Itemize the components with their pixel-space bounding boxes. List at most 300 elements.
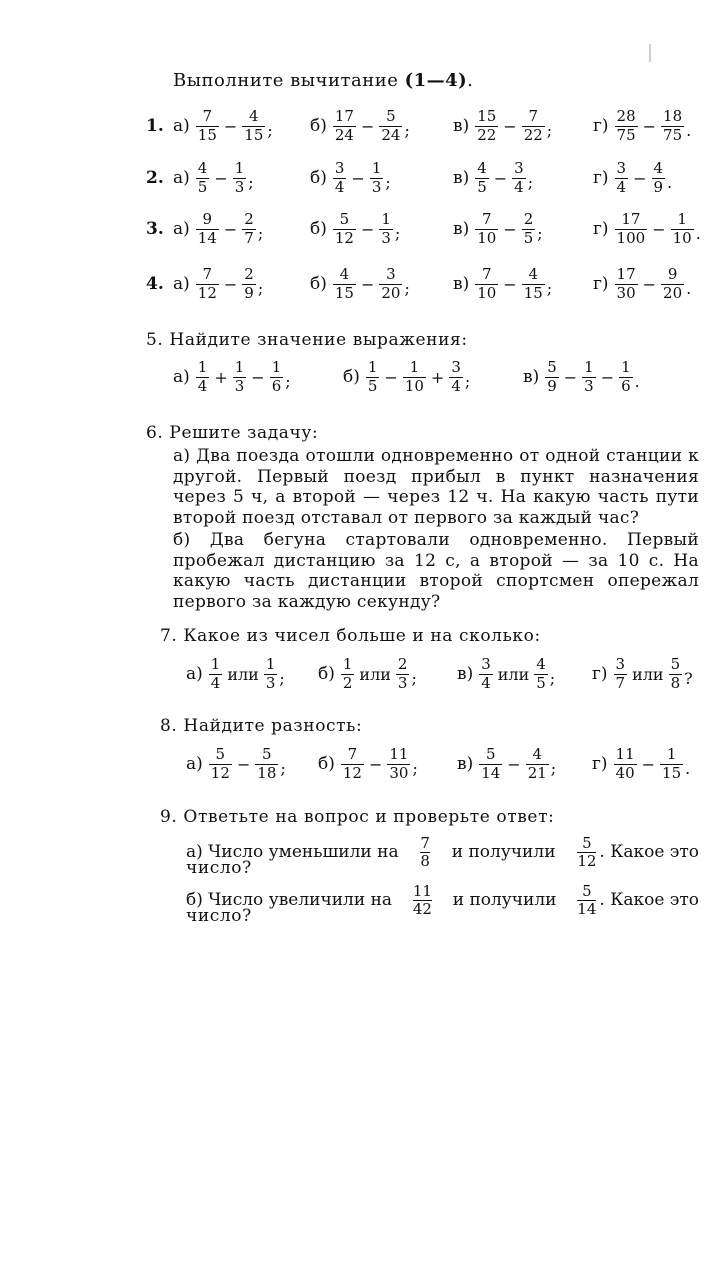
operator: − (600, 367, 615, 387)
problem-number: 1. (146, 116, 164, 136)
task6-part-b: б) Два бегуна стартовали одновременно. Первый пробежал дистанцию за 12 с, а второй — за 10 с. На какую часть дистанции второй спортсмен опережал первого за каждую секунду? (173, 530, 699, 612)
item-label: б) (318, 754, 335, 774)
problem-row (0, 262, 720, 306)
punctuation: ; (550, 759, 557, 778)
scroll-indicator[interactable] (649, 44, 651, 62)
denominator: 42 (412, 899, 432, 918)
item-label: в) (453, 274, 470, 294)
fraction (379, 211, 393, 247)
numerator: 11 (412, 882, 432, 900)
item-label: г) (593, 219, 609, 239)
denominator: 18 (257, 763, 277, 782)
problem-number: 3. (146, 219, 164, 239)
fraction (396, 656, 410, 692)
question-text: и получили (451, 842, 556, 862)
exercise-item (523, 355, 640, 399)
denominator: 3 (584, 376, 594, 395)
or-word: или (227, 664, 259, 684)
operator: − (503, 116, 517, 136)
operator: − (384, 367, 398, 387)
item-label: б) (310, 219, 327, 239)
item-label: а) (173, 367, 190, 387)
fraction (387, 746, 410, 782)
numerator: 1 (621, 358, 631, 377)
denominator: 6 (271, 376, 282, 395)
item-label: а) (173, 168, 190, 188)
operator: − (223, 274, 238, 294)
punctuation: ; (546, 279, 553, 298)
numerator: 4 (528, 265, 539, 284)
fraction (333, 211, 356, 247)
exercise-item (310, 156, 391, 200)
numerator: 5 (582, 834, 592, 852)
denominator: 5 (477, 177, 487, 196)
punctuation: ; (385, 173, 391, 192)
operator: − (351, 168, 365, 188)
denominator: 9 (547, 376, 557, 395)
numerator: 3 (451, 358, 461, 377)
punctuation: ; (549, 669, 556, 688)
denominator: 24 (381, 125, 401, 144)
denominator: 4 (210, 673, 221, 692)
fraction (341, 656, 355, 692)
numerator: 15 (477, 107, 497, 126)
punctuation: ; (527, 173, 534, 192)
fraction (577, 835, 596, 869)
numerator: 1 (677, 210, 687, 229)
question-text: б) Число увеличили на (186, 890, 393, 910)
item-label: г) (593, 274, 609, 294)
operator: − (223, 219, 238, 239)
numerator: 18 (663, 107, 683, 126)
exercise-item (173, 104, 273, 148)
exercise-item (318, 742, 418, 786)
item-label: г) (592, 754, 608, 774)
fraction (526, 746, 549, 782)
punctuation: ; (464, 372, 471, 391)
denominator: 10 (672, 228, 692, 247)
denominator: 4 (451, 376, 461, 395)
denominator: 7 (615, 673, 626, 692)
task9-question-b (186, 878, 699, 922)
exercise-item (318, 652, 417, 696)
fraction (196, 160, 210, 196)
fraction (669, 656, 683, 692)
item-label: а) (186, 754, 203, 774)
exercise-item (310, 207, 400, 251)
item-label: г) (593, 116, 609, 136)
fraction (615, 266, 638, 302)
operator: + (214, 367, 228, 387)
numerator: 5 (547, 358, 557, 377)
numerator: 5 (339, 210, 350, 229)
numerator: 7 (347, 745, 358, 764)
numerator: 3 (514, 159, 524, 178)
denominator: 4 (481, 673, 491, 692)
exercise-item (186, 652, 285, 696)
operator: − (642, 274, 657, 294)
fraction (577, 883, 596, 917)
numerator: 7 (481, 210, 492, 229)
question-text: а) Число уменьшили на (186, 842, 399, 862)
denominator: 14 (197, 228, 217, 247)
fraction (242, 266, 256, 302)
fraction (233, 160, 247, 196)
item-label: а) (173, 219, 190, 239)
numerator: 1 (409, 358, 420, 377)
fraction (522, 266, 545, 302)
task9-question-a (186, 830, 699, 874)
numerator: 4 (339, 265, 350, 284)
fraction (615, 211, 648, 247)
denominator: 21 (527, 763, 547, 782)
denominator: 100 (616, 228, 646, 247)
fraction (379, 266, 402, 302)
denominator: 15 (523, 283, 543, 302)
fraction (475, 211, 498, 247)
exercise-item (453, 104, 552, 148)
denominator: 22 (523, 125, 543, 144)
fraction (196, 266, 219, 302)
punctuation: ; (411, 669, 417, 688)
item-label: в) (457, 664, 474, 684)
numerator: 3 (481, 655, 491, 674)
denominator: 22 (477, 125, 497, 144)
denominator: 3 (397, 673, 408, 692)
denominator: 75 (616, 125, 636, 144)
question-text: . Какое это (599, 842, 699, 862)
punctuation: ; (394, 224, 401, 243)
fraction (652, 160, 666, 196)
numerator: 1 (342, 655, 353, 674)
numerator: 2 (523, 210, 534, 229)
numerator: 4 (532, 745, 543, 764)
exercise-item (310, 104, 410, 148)
punctuation: ; (537, 224, 543, 243)
denominator: 8 (670, 673, 681, 692)
fraction (209, 656, 223, 692)
fraction (479, 746, 502, 782)
fraction (233, 359, 247, 395)
numerator: 7 (481, 265, 492, 284)
item-label: в) (457, 754, 474, 774)
operator: − (503, 274, 517, 294)
operator: − (641, 754, 656, 774)
task7-title: 7. Какое из чисел больше и на сколько: (160, 626, 541, 646)
numerator: 5 (485, 745, 496, 764)
item-label: б) (318, 664, 335, 684)
question-text: . Какое это (599, 890, 699, 910)
page-heading: Выполните вычитание (1—4). (173, 70, 474, 91)
exercise-item (453, 262, 552, 306)
fraction (671, 211, 694, 247)
denominator: 14 (577, 899, 597, 918)
denominator: 5 (197, 177, 208, 196)
denominator: 3 (265, 673, 276, 692)
fraction (522, 211, 536, 247)
denominator: 5 (536, 673, 546, 692)
fraction (420, 835, 430, 869)
operator: − (360, 116, 375, 136)
denominator: 20 (663, 283, 683, 302)
denominator: 10 (404, 376, 424, 395)
numerator: 2 (244, 210, 254, 229)
fraction (196, 108, 219, 144)
operator: − (563, 367, 578, 387)
denominator: 4 (514, 177, 524, 196)
problem-row (0, 156, 720, 200)
fraction (545, 359, 559, 395)
numerator: 1 (234, 358, 245, 377)
problem-row (0, 207, 720, 251)
punctuation: ; (257, 279, 264, 298)
punctuation: ; (280, 759, 286, 778)
denominator: 20 (381, 283, 401, 302)
exercise-item (593, 104, 691, 148)
denominator: 6 (621, 376, 631, 395)
task6-part-a: а) Два поезда отошли одновременно от одной станции к другой. Первый поезд прибыл в пункт назначения через 5 ч, а второй — через 12 ч. На какую часть пути второй поезд отставал от первого за каждый час? (173, 446, 699, 528)
punctuation: . (686, 279, 692, 298)
fraction (522, 108, 545, 144)
item-label: в) (453, 116, 470, 136)
exercise-item (593, 262, 691, 306)
operator: − (368, 754, 383, 774)
item-label: б) (310, 116, 327, 136)
fraction (403, 359, 426, 395)
fraction (270, 359, 284, 395)
numerator: 4 (536, 655, 546, 674)
item-label: а) (173, 116, 190, 136)
exercise-item (453, 207, 543, 251)
question-text: и получили (452, 890, 557, 910)
item-label: б) (310, 168, 327, 188)
operator: − (493, 168, 508, 188)
fraction (534, 656, 548, 692)
numerator: 2 (397, 655, 408, 674)
fraction (379, 108, 402, 144)
denominator: 2 (342, 673, 353, 692)
fraction (619, 359, 633, 395)
numerator: 5 (262, 745, 272, 764)
fraction (366, 359, 380, 395)
operator: − (214, 168, 228, 188)
fraction (615, 160, 629, 196)
denominator: 12 (342, 763, 362, 782)
numerator: 4 (197, 159, 208, 178)
denominator: 15 (662, 763, 682, 782)
fraction (479, 656, 493, 692)
denominator: 12 (210, 763, 230, 782)
task5-title: 5. Найдите значение выражения: (146, 330, 468, 350)
punctuation: ; (546, 121, 553, 140)
punctuation: . (634, 372, 640, 391)
denominator: 3 (234, 177, 245, 196)
or-word: или (359, 664, 391, 684)
numerator: 7 (202, 265, 213, 284)
item-label: в) (523, 367, 540, 387)
task9-question-a-tail: число? (186, 858, 252, 878)
denominator: 4 (334, 177, 345, 196)
numerator: 3 (386, 265, 396, 284)
fraction (449, 359, 463, 395)
item-label: г) (593, 168, 609, 188)
operator: − (507, 754, 521, 774)
item-label: а) (173, 274, 190, 294)
exercise-item (457, 742, 556, 786)
operator: − (642, 116, 657, 136)
numerator: 5 (582, 882, 592, 900)
numerator: 1 (234, 159, 245, 178)
operator: − (236, 754, 251, 774)
fraction (661, 266, 684, 302)
punctuation: ; (267, 121, 273, 140)
denominator: 9 (653, 177, 664, 196)
denominator: 4 (197, 376, 208, 395)
task6-title: 6. Решите задачу: (146, 423, 319, 443)
numerator: 11 (389, 745, 409, 764)
numerator: 9 (667, 265, 678, 284)
answer-group (574, 835, 699, 869)
denominator: 15 (244, 125, 264, 144)
problem-number: 4. (146, 274, 164, 294)
fraction (341, 746, 364, 782)
numerator: 3 (615, 655, 626, 674)
fraction (512, 160, 526, 196)
numerator: 1 (271, 358, 282, 377)
fraction (370, 160, 384, 196)
exercise-item (593, 156, 672, 200)
denominator: 3 (371, 177, 382, 196)
denominator: 3 (234, 376, 245, 395)
punctuation: ; (279, 669, 285, 688)
fraction (196, 359, 210, 395)
fraction (582, 359, 596, 395)
denominator: 10 (477, 283, 497, 302)
numerator: 7 (420, 834, 430, 852)
fraction (413, 883, 432, 917)
task9-question-b-tail: число? (186, 906, 252, 926)
numerator: 1 (210, 655, 221, 674)
exercise-item (173, 355, 291, 399)
denominator: 10 (477, 228, 497, 247)
exercise-item (310, 262, 410, 306)
exercise-item (173, 156, 254, 200)
exercise-item (593, 207, 701, 251)
item-label: б) (310, 274, 327, 294)
punctuation: ? (684, 669, 693, 688)
denominator: 4 (616, 177, 627, 196)
punctuation: . (685, 759, 691, 778)
exercise-item (453, 156, 533, 200)
numerator: 3 (334, 159, 345, 178)
punctuation: . (667, 173, 673, 192)
denominator: 9 (244, 283, 254, 302)
fraction (475, 160, 489, 196)
denominator: 30 (616, 283, 636, 302)
answer-group (574, 883, 699, 917)
numerator: 1 (367, 358, 378, 377)
numerator: 1 (197, 358, 208, 377)
numerator: 9 (202, 210, 213, 229)
numerator: 17 (616, 265, 636, 284)
exercise-item (343, 355, 470, 399)
denominator: 12 (577, 851, 597, 870)
fraction (614, 746, 637, 782)
punctuation: . (695, 224, 701, 243)
denominator: 3 (381, 228, 391, 247)
exercise-item (173, 262, 263, 306)
numerator: 1 (381, 210, 391, 229)
numerator: 17 (334, 107, 354, 126)
denominator: 24 (334, 125, 354, 144)
fraction (661, 108, 684, 144)
punctuation: ; (404, 279, 410, 298)
denominator: 7 (244, 228, 254, 247)
task9-title: 9. Ответьте на вопрос и проверьте ответ: (160, 807, 555, 827)
operator: + (430, 367, 445, 387)
operator: − (360, 219, 375, 239)
denominator: 14 (481, 763, 501, 782)
denominator: 8 (420, 851, 430, 870)
fraction (242, 108, 265, 144)
exercise-item (592, 652, 693, 696)
fraction (660, 746, 683, 782)
denominator: 15 (334, 283, 354, 302)
fraction (255, 746, 278, 782)
task8-title: 8. Найдите разность: (160, 716, 363, 736)
or-word: или (632, 664, 664, 684)
fraction (615, 108, 638, 144)
denominator: 5 (367, 376, 378, 395)
numerator: 1 (584, 358, 594, 377)
or-word: или (497, 664, 530, 684)
denominator: 5 (523, 228, 534, 247)
item-label: а) (186, 664, 203, 684)
numerator: 4 (653, 159, 664, 178)
fraction (209, 746, 232, 782)
numerator: 7 (528, 107, 539, 126)
numerator: 3 (616, 159, 627, 178)
numerator: 1 (371, 159, 382, 178)
numerator: 4 (477, 159, 487, 178)
numerator: 5 (215, 745, 226, 764)
problem-row (0, 104, 720, 148)
problem-number: 2. (146, 168, 164, 188)
operator: − (223, 116, 238, 136)
punctuation: . (686, 121, 692, 140)
exercise-item (592, 742, 690, 786)
numerator: 28 (616, 107, 636, 126)
item-label: г) (592, 664, 608, 684)
operator: − (360, 274, 375, 294)
exercise-item (186, 742, 286, 786)
fraction (264, 656, 278, 692)
operator: − (251, 367, 265, 387)
numerator: 5 (670, 655, 681, 674)
denominator: 30 (389, 763, 409, 782)
numerator: 17 (621, 210, 641, 229)
exercise-item (173, 207, 263, 251)
numerator: 2 (244, 265, 254, 284)
numerator: 5 (386, 107, 396, 126)
item-label: в) (453, 168, 470, 188)
punctuation: ; (285, 372, 291, 391)
operator: − (652, 219, 666, 239)
numerator: 11 (615, 745, 635, 764)
denominator: 75 (663, 125, 683, 144)
fraction (475, 266, 498, 302)
item-label: б) (343, 367, 360, 387)
